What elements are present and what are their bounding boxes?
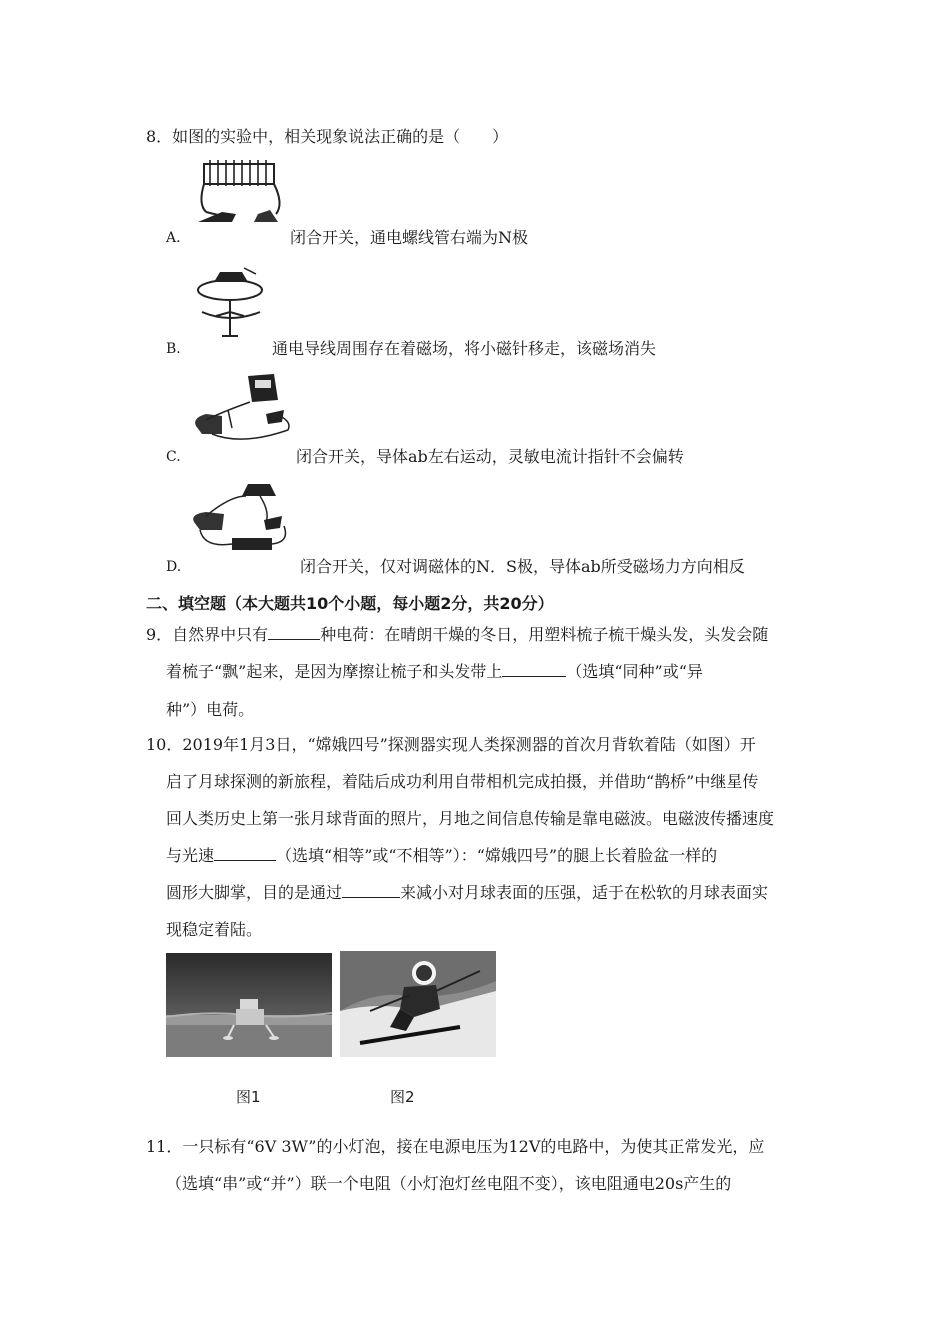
galvanometer-figure bbox=[192, 372, 296, 446]
question-9-line-3: 种”）电荷。 bbox=[166, 700, 255, 719]
skier-photo bbox=[340, 951, 496, 1057]
option-d-label: D. bbox=[166, 559, 182, 575]
q9-text-2b: （选填“同种”或“异 bbox=[566, 662, 703, 681]
option-c-label: C. bbox=[166, 449, 181, 465]
question-10-line-1: 10．2019年1月3日，“嫦娥四号”探测器实现人类探测器的首次月背软着陆（如图）开 bbox=[146, 735, 756, 754]
figure-2-caption: 图2 bbox=[390, 1088, 415, 1106]
answer-blank bbox=[502, 661, 566, 677]
option-c-text: 闭合开关，导体ab左右运动，灵敏电流计指针不会偏转 bbox=[296, 447, 684, 466]
option-a-label: A. bbox=[166, 230, 181, 246]
option-d-text: 闭合开关，仅对调磁体的N．S极，导体ab所受磁场力方向相反 bbox=[300, 557, 745, 576]
question-11-line-1: 11．一只标有“6V 3W”的小灯泡，接在电源电压为12V的电路中，为使其正常发光，应 bbox=[146, 1137, 765, 1156]
motor-principle-figure bbox=[190, 482, 294, 556]
option-b-text: 通电导线周围存在着磁场，将小磁针移走，该磁场消失 bbox=[272, 339, 657, 358]
q10-text-4a: 与光速 bbox=[166, 846, 215, 865]
lunar-lander-photo bbox=[166, 953, 332, 1057]
question-10-line-5 bbox=[166, 882, 768, 904]
question-9-line-2 bbox=[166, 661, 703, 683]
q10-text-4b: （选填“相等”或“不相等”）：“嫦娥四号”的腿上长着脸盆一样的 bbox=[276, 846, 718, 865]
solenoid-figure bbox=[192, 156, 288, 232]
option-b-label: B. bbox=[166, 341, 181, 357]
q9-text-1b: 种电荷：在晴朗干燥的冬日，用塑料梳子梳干燥头发，头发会随 bbox=[320, 625, 769, 644]
question-8-stem: 8．如图的实验中，相关现象说法正确的是（ ） bbox=[146, 127, 509, 146]
answer-blank bbox=[214, 845, 276, 861]
option-a-text: 闭合开关，通电螺线管右端为N极 bbox=[290, 228, 529, 247]
q10-text-5b: 来减小对月球表面的压强，适于在松软的月球表面实 bbox=[400, 883, 769, 902]
question-11-line-2: （选填“串”或“并”）联一个电阻（小灯泡灯丝电阻不变），该电阻通电20s产生的 bbox=[166, 1174, 732, 1193]
answer-blank bbox=[342, 882, 400, 898]
q9-text-1a: 9．自然界中只有 bbox=[146, 625, 269, 644]
question-9-line-1 bbox=[146, 624, 768, 646]
question-10-line-3: 回人类历史上第一张月球背面的照片，月地之间信息传输是靠电磁波。电磁波传播速度 bbox=[166, 809, 775, 828]
question-10-line-2: 启了月球探测的新旅程，着陆后成功利用自带相机完成拍摄，并借助“鹊桥”中继星传 bbox=[166, 772, 759, 791]
question-10-line-4 bbox=[166, 845, 717, 867]
wire-compass-figure bbox=[194, 266, 270, 342]
figure-1-caption: 图1 bbox=[236, 1088, 261, 1106]
answer-blank bbox=[268, 624, 320, 640]
section-heading: 二、填空题（本大题共10个小题，每小题2分，共20分） bbox=[146, 594, 554, 613]
q9-text-2a: 着梳子“飘”起来，是因为摩擦让梳子和头发带上 bbox=[166, 662, 503, 681]
q10-text-5a: 圆形大脚掌，目的是通过 bbox=[166, 883, 343, 902]
question-10-line-6: 现稳定着陆。 bbox=[166, 920, 263, 939]
